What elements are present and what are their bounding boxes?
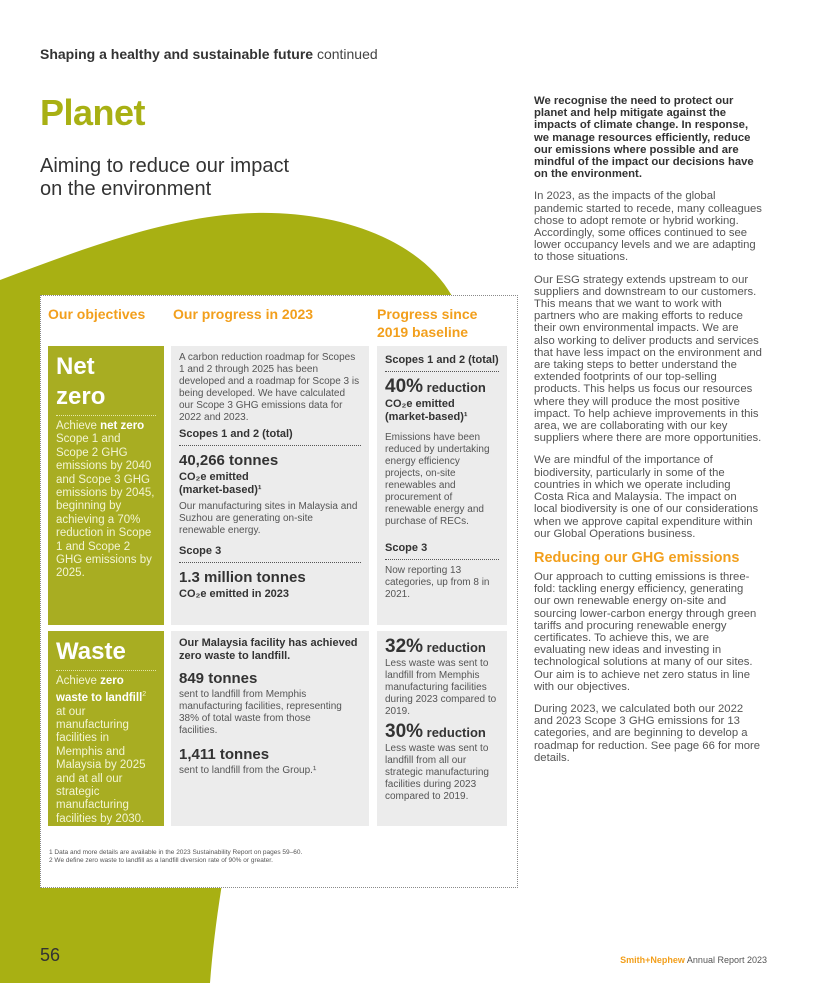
running-header-bold: Shaping a healthy and sustainable future bbox=[40, 46, 314, 62]
brand-name: Smith+Nephew bbox=[620, 955, 685, 965]
intro-paragraph: We recognise the need to protect our planet and help mitigate against the impacts of climate change. In response, we manage resources efficiently, reduce our emissions where possible and are mindful of the impact our decisions have on the environment. bbox=[534, 95, 754, 181]
column-header-since-baseline: Progress since 2019 baseline bbox=[377, 306, 478, 340]
running-header bbox=[40, 46, 378, 62]
report-name: Annual Report 2023 bbox=[684, 955, 767, 965]
tile-waste-title: Waste bbox=[56, 638, 126, 665]
tile-divider bbox=[56, 415, 156, 416]
waste-note-1: sent to landfill from Memphis manufacturing facilities, representing 38% of total waste from those facilities. bbox=[179, 689, 342, 736]
waste-since-value-2: 30% reduction bbox=[385, 721, 486, 742]
scope3-label: Scope 3 bbox=[179, 545, 361, 563]
scope3-unit: CO₂e emitted in 2023 bbox=[179, 588, 290, 600]
footnote-1: 1 Data and more details are available in the 2023 Sustainability Report on pages 59–60. bbox=[49, 849, 303, 856]
since-scope12-value: 40% reduction bbox=[385, 376, 486, 397]
tile-net-zero bbox=[48, 346, 164, 625]
scope12-label: Scopes 1 and 2 (total) bbox=[179, 428, 361, 446]
column-header-progress: Our progress in 2023 bbox=[173, 306, 314, 322]
scope12-unit: CO₂e emitted (market-based)¹ bbox=[179, 471, 262, 496]
since-scope3-note: Now reporting 13 categories, up from 8 in 2021. bbox=[385, 565, 490, 600]
tile-waste bbox=[48, 631, 164, 826]
paragraph-4: Our approach to cutting emissions is three-fold: tackling energy efficiency, generating our own renewable energy on-site and sourcing lower-carbon energy through green tariffs and procuring renewable energy certificates. To achieve this, we are evaluating new ideas and investing in technological solutions at many of our sites. Our aim is to achieve net zero status in line with our objectives. bbox=[534, 570, 757, 693]
column-header-objectives: Our objectives bbox=[48, 306, 146, 322]
scope12-value: 40,266 tonnes bbox=[179, 452, 279, 469]
since-scope3-label: Scope 3 bbox=[385, 542, 499, 560]
tile-net-zero-objective: Achieve net zero Scope 1 and Scope 2 GHG emissions by 2040 and Scope 3 GHG emissions by 2045, beginning by achieving a 70% reduction in Scope 1 and Scope 2 GHG emissions by 2025. bbox=[56, 420, 155, 580]
waste-note-2: sent to landfill from the Group.¹ bbox=[179, 765, 317, 776]
footnotes bbox=[49, 849, 302, 865]
right-column-text bbox=[534, 95, 762, 774]
tile-net-zero-title: Net zero bbox=[56, 353, 106, 410]
net-zero-progress-intro: A carbon reduction roadmap for Scopes 1 and 2 through 2025 has been developed and a roadmap for Scope 3 is being developed. We have calculated our Scope 3 GHG emissions data for 2022 and 2023. bbox=[179, 352, 360, 423]
paragraph-2: Our ESG strategy extends upstream to our suppliers and downstream to our customers. This means that we want to work with partners who are making efforts to reduce their own environmental impacts. We are also working to deliver products and services that have less impact on the environment and are taking steps to better understand the extended footprints of our top-selling products. This helps us focus our resources where they will produce the most positive impact. To help achieve improvements in this area, we are collaborating with our key suppliers where there are more opportunities. bbox=[534, 273, 762, 445]
page-subtitle: Aiming to reduce our impact on the environment bbox=[40, 155, 290, 200]
paragraph-5: During 2023, we calculated both our 2022 and 2023 Scope 3 GHG emissions for 13 categories, and are beginning to develop a roadmap for reduction. See page 66 for more details. bbox=[534, 702, 761, 764]
waste-value-1: 849 tonnes bbox=[179, 670, 258, 687]
scope12-note: Our manufacturing sites in Malaysia and Suzhou are generating on-site renewable energy. bbox=[179, 501, 358, 536]
page-title: Planet bbox=[40, 92, 146, 133]
objectives-table bbox=[40, 295, 518, 888]
waste-progress-intro: Our Malaysia facility has achieved zero waste to landfill. bbox=[179, 637, 358, 662]
cell-net-zero-since bbox=[377, 346, 507, 625]
footnote-2: 2 We define zero waste to landfill as a landfill diversion rate of 90% or greater. bbox=[49, 857, 273, 864]
paragraph-3: We are mindful of the importance of biodiversity, particularly in some of the countries in which we operate including Costa Rica and Malaysia. The impact on local biodiversity is one of our considerations when we approve capital expenditure within our Global Operations business. bbox=[534, 454, 759, 540]
scope3-value: 1.3 million tonnes bbox=[179, 569, 306, 586]
paragraph-1: In 2023, as the impacts of the global pandemic started to recede, many colleagues chose to adopt remote or hybrid working. Accordingly, some offices continued to see lower occupancy levels and we are adapting to those situations. bbox=[534, 190, 762, 264]
tile-divider bbox=[56, 670, 156, 671]
footer-brand bbox=[620, 955, 767, 965]
cell-waste-progress bbox=[171, 631, 369, 826]
running-header-rest: continued bbox=[313, 46, 378, 62]
cell-net-zero-progress bbox=[171, 346, 369, 625]
since-scope12-note: Emissions have been reduced by undertaking energy efficiency projects, on-site renewables and procurement of renewable energy and purchase of RECs. bbox=[385, 432, 490, 527]
subheading-ghg: Reducing our GHG emissions bbox=[534, 549, 740, 566]
page-number: 56 bbox=[40, 945, 61, 965]
waste-since-value-1: 32% reduction bbox=[385, 636, 486, 657]
since-scope12-unit: CO₂e emitted (market-based)¹ bbox=[385, 398, 468, 423]
waste-since-note-1: Less waste was sent to landfill from Memphis manufacturing facilities during 2023 compared to 2019. bbox=[385, 658, 497, 717]
cell-waste-since bbox=[377, 631, 507, 826]
tile-waste-objective: Achieve zero waste to landfill$^2$ at our manufacturing facilities in Memphis and Malaysia by 2025 and at all our strategic manufacturing facilities by 2030. bbox=[56, 675, 147, 825]
since-scope12-label: Scopes 1 and 2 (total) bbox=[385, 354, 499, 372]
waste-value-2: 1,411 tonnes bbox=[179, 746, 270, 763]
waste-since-note-2: Less waste was sent to landfill from all our strategic manufacturing facilities during 2023 compared to 2019. bbox=[385, 743, 489, 802]
